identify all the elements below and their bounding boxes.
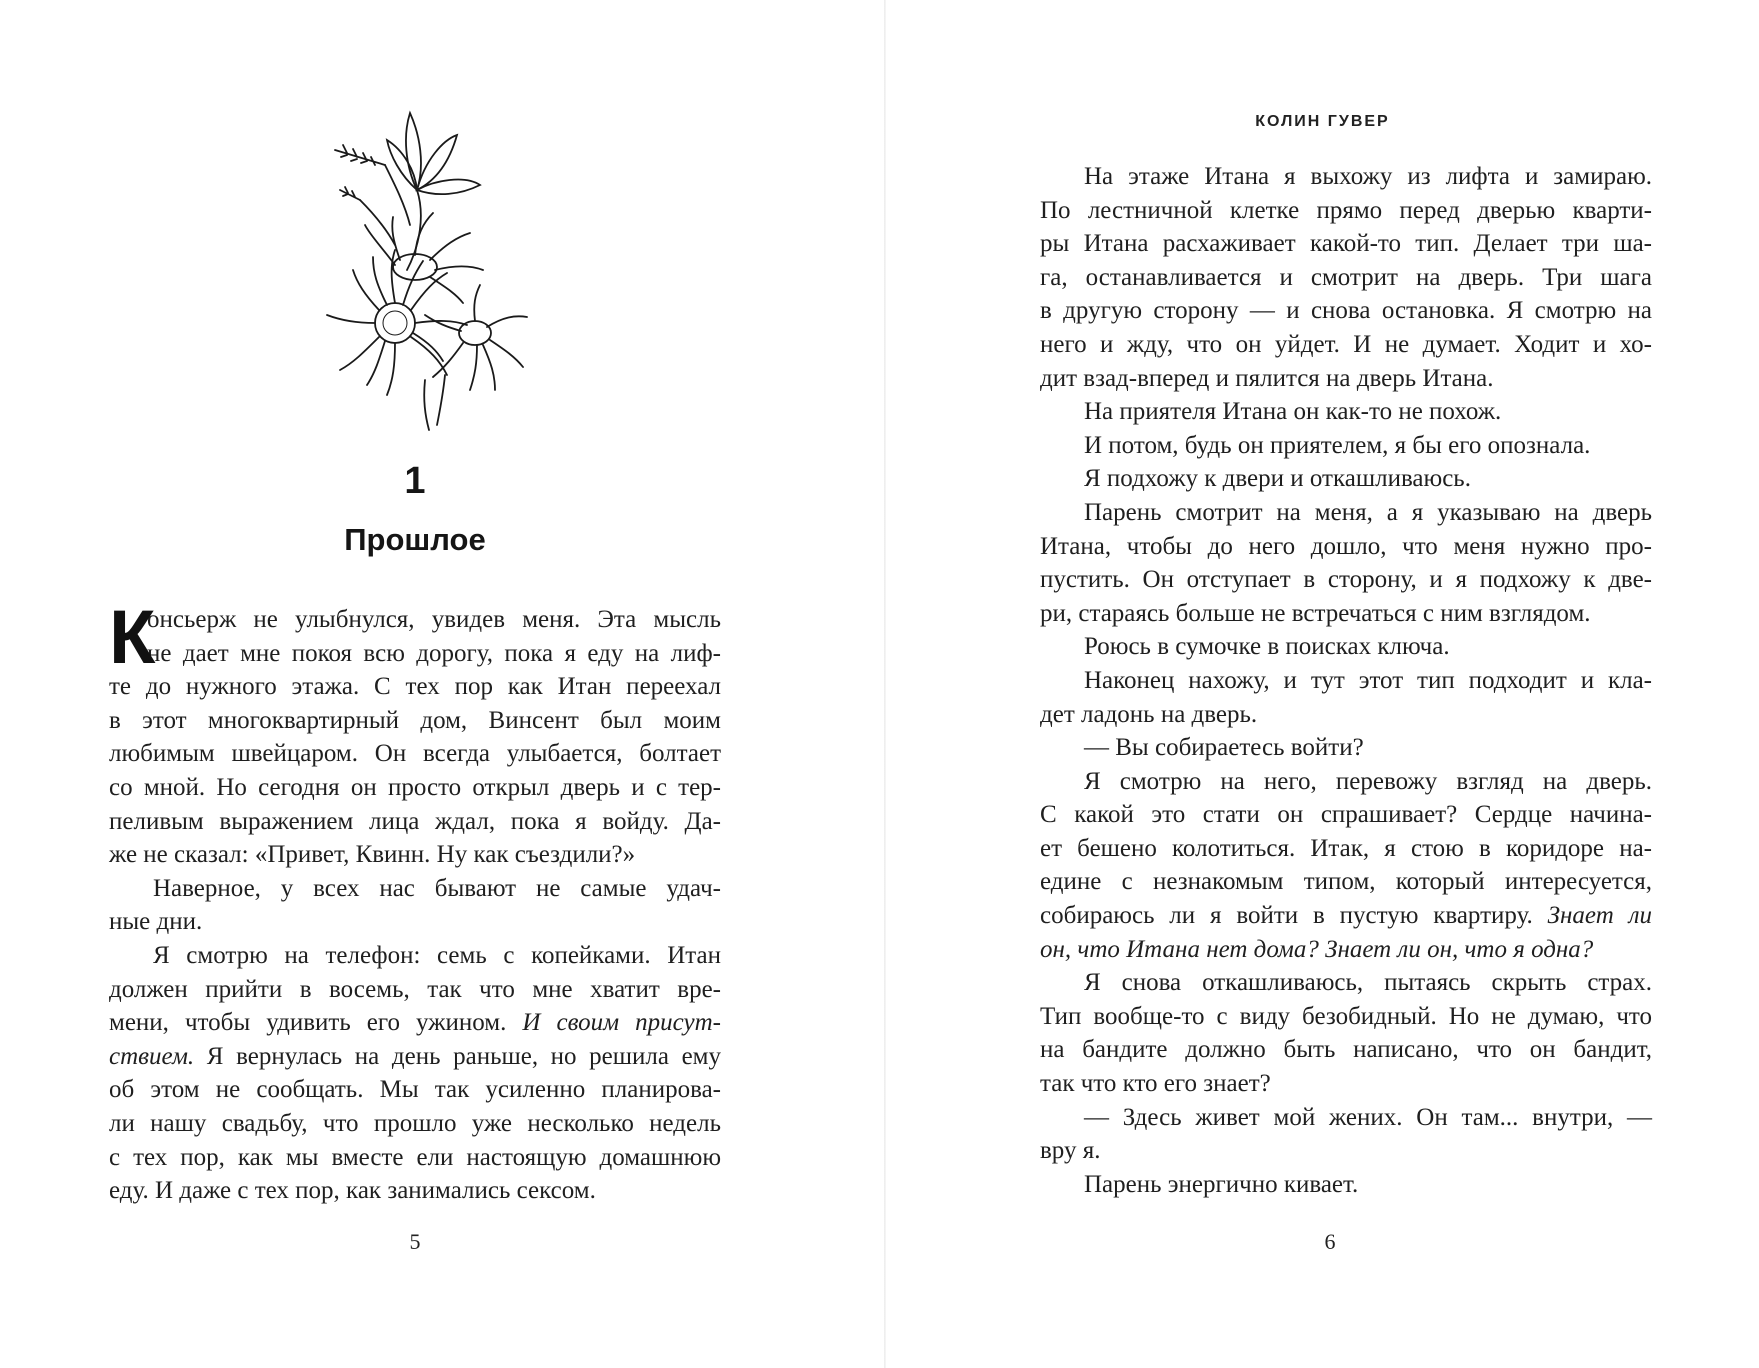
text-line: любимым швейцаром. Он всегда улыбается, болтает: [109, 740, 721, 768]
text-line: те до нужного этажа. С тех пор как Итан переехал: [109, 673, 721, 701]
text-line: ет бешено колотиться. Итак, я стою в коридоре на-: [1040, 834, 1652, 862]
right-page-body: [1040, 160, 1652, 1201]
text-line: [1040, 899, 1652, 933]
text-line: Тип вообще-то с виду безобидный. Но не думаю, что: [1040, 1002, 1652, 1030]
text-line: в этот многоквартирный дом, Винсент был моим: [109, 706, 721, 734]
text-line: ры Итана расхаживает какой-то тип. Делает три ша-: [1040, 230, 1652, 258]
text-line: пеливым выражением лица ждал, пока я войду. Да-: [109, 807, 721, 835]
text-line: Я подхожу к двери и откашливаюсь.: [1084, 465, 1471, 493]
drop-cap: К: [109, 595, 156, 680]
text-line: Я снова откашливаюсь, пытаясь скрыть страх.: [1084, 969, 1652, 997]
page-number: 6: [1324, 1229, 1336, 1254]
italic-run: ствием.: [109, 1042, 195, 1070]
text-line: И потом, будь он приятелем, я бы его опознала.: [1084, 431, 1591, 459]
text-line: На приятеля Итана он как-то не похож.: [1084, 398, 1502, 426]
text-line: Роюсь в сумочке в поисках ключа.: [1084, 633, 1450, 661]
text-line: с тех пор, как мы вместе ели настоящую домашнюю: [109, 1143, 721, 1171]
text-line: — Вы собираетесь войти?: [1084, 734, 1364, 762]
text-run: мени, чтобы удивить его ужином.: [109, 1009, 523, 1037]
text-line: на бандите должно быть написано, что он бандит,: [1040, 1036, 1652, 1064]
italic-run: он, что Итана нет дома? Знает ли он, что я одна?: [1040, 935, 1594, 963]
text-line: еду. И даже с тех пор, как занимались сексом.: [109, 1177, 596, 1205]
text-run: Я вернулась на день раньше, но решила ему: [194, 1042, 721, 1070]
italic-run: Знает ли: [1547, 902, 1652, 930]
daisy-illustration: [325, 105, 535, 445]
text-line: ли нашу свадьбу, что прошло уже несколько недель: [109, 1109, 721, 1137]
text-line: Наверное, у всех нас бывают не самые удач-: [153, 874, 721, 902]
text-line: дет ладонь на дверь.: [1040, 700, 1258, 728]
text-line: же не сказал: «Привет, Квинн. Ну как съездили?»: [109, 841, 636, 869]
text-line: ри, стараясь больше не встречаться с ним взглядом.: [1040, 599, 1591, 627]
text-line: него и жду, что он уйдет. И не думает. Ходит и хо-: [1040, 330, 1652, 358]
text-line: со мной. Но сегодня он просто открыл дверь и с тер-: [109, 773, 721, 801]
text-line: Парень энергично кивает.: [1084, 1170, 1359, 1198]
text-line: [1040, 933, 1652, 967]
text-line: — Здесь живет мой жених. Он там... внутри, —: [1084, 1103, 1652, 1131]
text-line: Наконец нахожу, и тут этот тип подходит и кла-: [1084, 666, 1652, 694]
text-line: дит взад-вперед и пялится на дверь Итана.: [1040, 364, 1494, 392]
text-line: вру я.: [1040, 1137, 1101, 1165]
text-line: [109, 1040, 721, 1074]
text-line: Я смотрю на телефон: семь с копейками. Итан: [153, 941, 721, 969]
text-line: С какой это стати он спрашивает? Сердце начина-: [1040, 801, 1652, 829]
text-line: должен прийти в восемь, так что мне хватит вре-: [109, 975, 721, 1003]
text-line: На этаже Итана я выхожу из лифта и замираю.: [1084, 163, 1652, 190]
text-line: онсьерж не улыбнулся, увидев меня. Эта мысль: [147, 606, 721, 633]
left-page-body: [109, 595, 722, 1208]
running-head: КОЛИН ГУВЕР: [1255, 113, 1390, 130]
text-line: га, останавливается и смотрит на дверь. Три шага: [1040, 263, 1652, 291]
text-line: едине с незнакомым типом, который интересуется,: [1040, 868, 1652, 896]
text-line: Я смотрю на него, перевожу взгляд на дверь.: [1084, 767, 1652, 795]
text-run: собираюсь ли я войти в пустую квартиру.: [1040, 902, 1548, 930]
text-line: По лестничной клетке прямо перед дверью кварти-: [1040, 196, 1652, 224]
text-line: об этом не сообщать. Мы так усиленно планирова-: [109, 1076, 721, 1104]
text-line: Итана, чтобы до него дошло, что меня нужно про-: [1040, 532, 1652, 560]
text-line: в другую сторону — и снова остановка. Я смотрю на: [1040, 297, 1652, 325]
text-line: так что кто его знает?: [1040, 1070, 1271, 1098]
right-page: [886, 0, 1759, 1368]
text-line: не дает мне покоя всю дорогу, пока я еду на лиф-: [147, 639, 721, 667]
text-line: пустить. Он отступает в сторону, и я подхожу к две-: [1040, 566, 1652, 594]
page-number: 5: [409, 1229, 421, 1254]
italic-run: И своим присут-: [522, 1009, 722, 1037]
text-line: [109, 1006, 721, 1040]
text-line: Парень смотрит на меня, а я указываю на дверь: [1084, 498, 1652, 526]
text-line: ные дни.: [109, 908, 203, 936]
chapter-title: Прошлое: [344, 522, 486, 557]
chapter-number: 1: [404, 460, 426, 502]
